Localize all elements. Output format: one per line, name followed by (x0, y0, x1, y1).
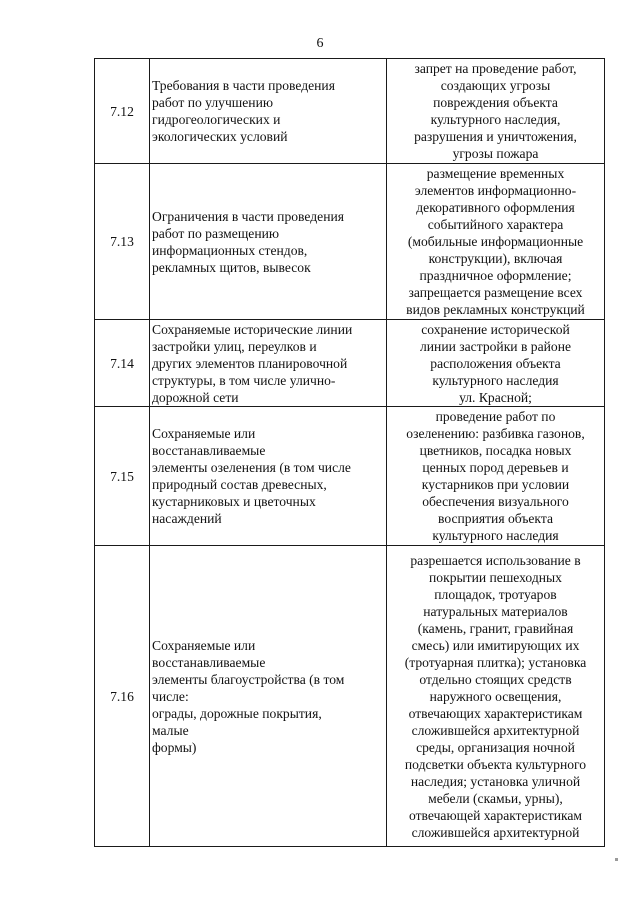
description-line: линии застройки в районе (420, 338, 571, 354)
row-number: 7.15 (95, 407, 150, 546)
description-cell (387, 59, 605, 164)
requirement-line: Требования в части проведения (152, 78, 335, 93)
row-number: 7.14 (95, 320, 150, 407)
requirement-cell (150, 59, 387, 164)
requirement-line: Сохраняемые или (152, 637, 256, 653)
requirement-line: восстанавливаемые (152, 443, 266, 458)
description-line: сложившейся архитектурной (411, 824, 580, 840)
requirement-line: гидрогеологических и (152, 112, 281, 127)
description-line: покрытии пешеходных (429, 569, 562, 585)
description-line: отдельно стоящих средств (419, 671, 572, 687)
description-line: озеленению: разбивка газонов, (406, 426, 585, 441)
requirement-line: элементы благоустройства (в том (152, 671, 345, 687)
description-line: конструкции), включая (428, 251, 563, 266)
description-line: декоративного оформления (416, 200, 575, 215)
description-line: (камень, гранит, гравийная (417, 620, 574, 636)
description-line: (мобильные информационные (407, 234, 584, 249)
requirement-cell (150, 546, 387, 847)
description-line: культурного наследия (432, 372, 559, 388)
description-line: наружного освещения, (429, 688, 562, 704)
description-cell (387, 407, 605, 546)
description-line: видов рекламных конструкций (406, 302, 585, 317)
requirement-line: числе: (152, 688, 189, 704)
row-number: 7.16 (95, 546, 150, 847)
requirement-line: Сохраняемые или (152, 426, 256, 441)
description-line: ул. Красной; (459, 389, 532, 405)
description-line: разрушения и уничтожения, (414, 129, 577, 144)
requirement-line: восстанавливаемые (152, 654, 266, 670)
requirement-line: ограды, дорожные покрытия, (152, 705, 322, 721)
description-line: мебели (скамьи, урны), (428, 790, 563, 806)
description-line: размещение временных (426, 166, 565, 181)
description-line: среды, организация ночной (416, 739, 575, 755)
description-line: наследия; установка уличной (410, 773, 581, 789)
description-cell (387, 320, 605, 407)
description-line: запрет на проведение работ, (414, 61, 577, 76)
description-line: создающих угрозы (440, 78, 551, 93)
requirement-line: работ по размещению (152, 225, 280, 241)
table-row (95, 164, 605, 320)
description-line: культурного наследия (432, 528, 559, 543)
description-line: цветников, посадка новых (419, 443, 572, 458)
requirement-cell (150, 164, 387, 320)
page-number: 6 (316, 36, 324, 51)
description-line: смесь) или имитирующих их (411, 637, 580, 653)
description-line: сохранение исторической (421, 321, 570, 337)
requirement-cell (150, 320, 387, 407)
description-line: проведение работ по (435, 409, 556, 424)
description-cell (387, 546, 605, 847)
description-line: событийного характера (427, 217, 564, 232)
description-line: разрешается использование в (410, 552, 581, 568)
requirement-line: работ по улучшению (152, 95, 273, 110)
requirement-line: кустарниковых и цветочных (152, 494, 316, 509)
description-cell (387, 164, 605, 320)
regulations-table (94, 58, 605, 847)
requirement-line: рекламных щитов, вывесок (152, 259, 311, 275)
description-line: сложившейся архитектурной (411, 722, 580, 738)
requirement-line: насаждений (152, 511, 222, 526)
requirement-line: формы) (152, 739, 197, 755)
description-line: кустарников при условии (421, 477, 570, 492)
row-number: 7.12 (95, 59, 150, 164)
description-line: расположения объекта (430, 355, 561, 371)
requirement-cell (150, 407, 387, 546)
requirement-line: экологических условий (152, 129, 288, 144)
scan-speck (615, 858, 618, 861)
description-line: угрозы пожара (452, 146, 539, 161)
requirement-line: структуры, в том числе улично- (152, 372, 336, 388)
requirement-line: информационных стендов, (152, 242, 308, 258)
description-line: культурного наследия, (430, 112, 561, 127)
table-row (95, 546, 605, 847)
table-row (95, 320, 605, 407)
table-row (95, 59, 605, 164)
requirement-line: Ограничения в части проведения (152, 208, 344, 224)
requirement-line: природный состав древесных, (152, 477, 327, 492)
row-number: 7.13 (95, 164, 150, 320)
description-line: подсветки объекта культурного (404, 756, 587, 772)
description-line: праздничное оформление; (419, 268, 572, 283)
description-line: элементов информационно- (414, 183, 577, 198)
table-row (95, 407, 605, 546)
description-line: (тротуарная плитка); установка (404, 654, 587, 670)
description-line: площадок, тротуаров (434, 586, 557, 602)
description-line: натуральных материалов (423, 603, 568, 619)
description-line: восприятия объекта (438, 511, 553, 526)
description-line: отвечающих характеристикам (408, 705, 583, 721)
requirement-line: других элементов планировочной (152, 355, 348, 371)
requirement-line: Сохраняемые исторические линии (152, 321, 353, 337)
description-line: запрещается размещение всех (408, 285, 583, 300)
description-line: ценных пород деревьев и (422, 460, 569, 475)
requirement-line: элементы озеленения (в том числе (152, 460, 351, 475)
requirement-line: малые (152, 722, 189, 738)
description-line: повреждения объекта (433, 95, 558, 110)
description-line: отвечающей характеристикам (408, 807, 583, 823)
description-line: обеспечения визуального (422, 494, 569, 509)
requirement-line: застройки улиц, переулков и (152, 338, 317, 354)
requirement-line: дорожной сети (152, 389, 239, 405)
